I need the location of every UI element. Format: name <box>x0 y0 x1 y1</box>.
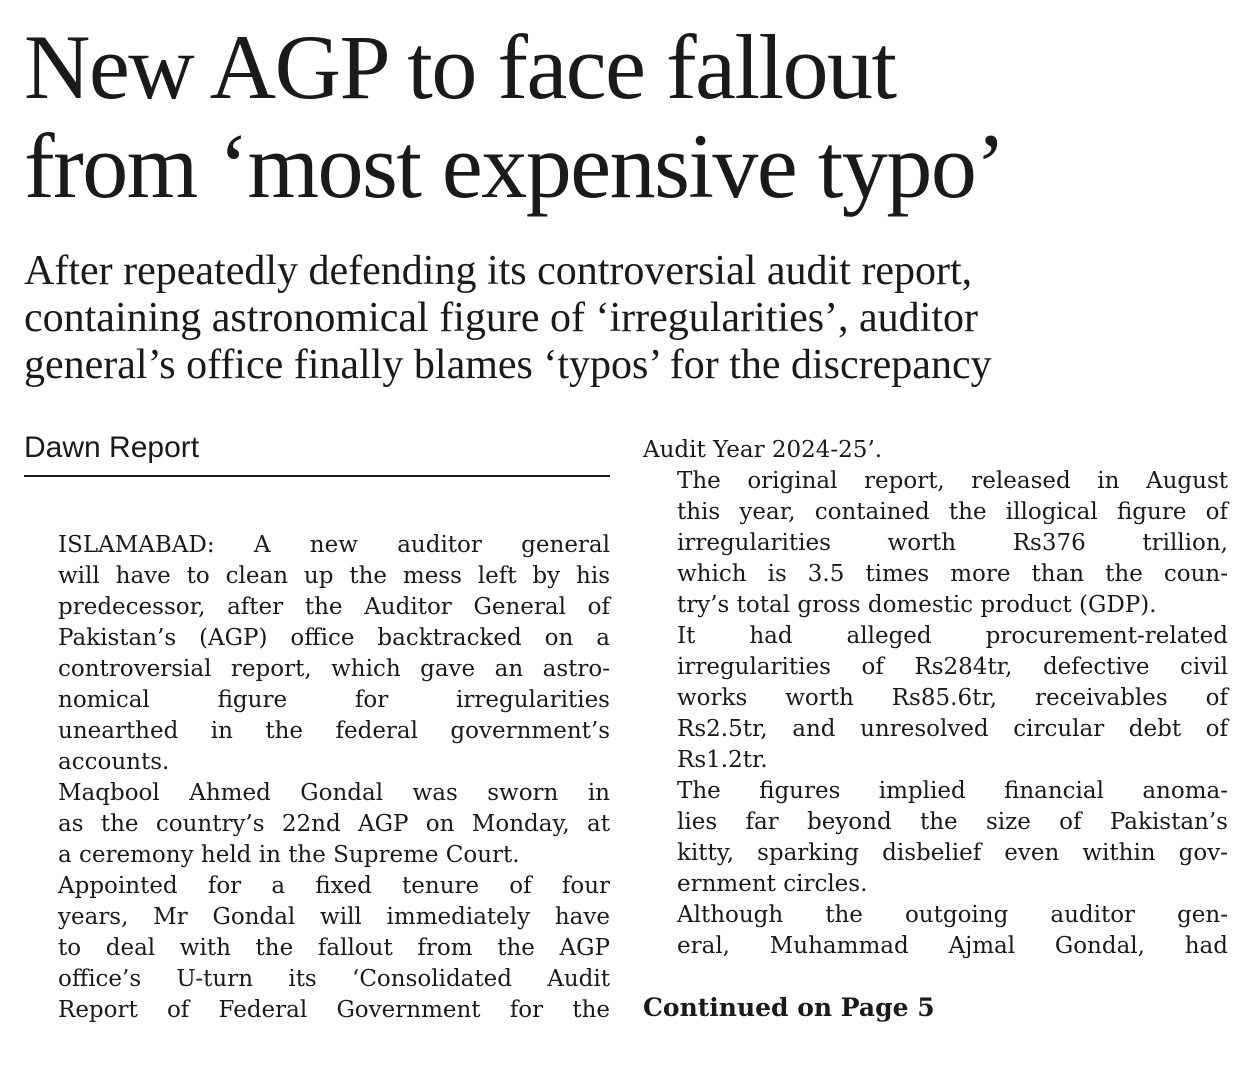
text-line: Rs1.2tr. <box>677 747 768 773</box>
paragraph-right-4 <box>643 776 1228 900</box>
text-line: eral, Muhammad Ajmal Gondal, had <box>677 933 1228 959</box>
text-line: try’s total gross domestic product (GDP). <box>677 592 1157 618</box>
text-line: ISLAMABAD: A new auditor general <box>58 532 610 558</box>
text-line: accounts. <box>58 749 170 775</box>
text-line: Although the outgoing auditor gen- <box>677 902 1228 928</box>
text-line: irregularities of Rs284tr, defective civil <box>677 654 1228 680</box>
text-line: ernment circles. <box>677 871 868 897</box>
byline: Dawn Report <box>24 431 200 464</box>
headline-line-1: New AGP to face fallout <box>24 16 896 118</box>
paragraph-right-5 <box>643 900 1228 962</box>
paragraph-left-2 <box>24 778 610 871</box>
subheadline-line-1: After repeatedly defending its controversial audit report, <box>24 248 973 294</box>
text-line: The original report, released in August <box>677 468 1228 494</box>
continued-link[interactable]: Continued on Page 5 <box>643 993 935 1022</box>
text-line: which is 3.5 times more than the coun- <box>677 561 1228 587</box>
text-line: lies far beyond the size of Pakistan’s <box>677 809 1228 835</box>
text-line: will have to clean up the mess left by his <box>58 563 610 589</box>
text-line: Report of Federal Government for the <box>58 997 610 1023</box>
paragraph-right-1 <box>643 435 1228 466</box>
text-line: Audit Year 2024-25’. <box>643 437 883 463</box>
text-line: a ceremony held in the Supreme Court. <box>58 842 520 868</box>
paragraph-left-1 <box>24 530 610 778</box>
text-line: office’s U-turn its ‘Consolidated Audit <box>58 966 610 992</box>
subheadline <box>24 248 1234 389</box>
article-column-right <box>643 435 1228 962</box>
text-line: predecessor, after the Auditor General of <box>58 594 610 620</box>
text-line: this year, contained the illogical figure of <box>677 499 1228 525</box>
text-line: nomical figure for irregularities <box>58 687 610 713</box>
text-line: Rs2.5tr, and unresolved circular debt of <box>677 716 1228 742</box>
text-line: kitty, sparking disbelief even within gov- <box>677 840 1228 866</box>
text-line: as the country’s 22nd AGP on Monday, at <box>58 811 610 837</box>
text-line: Pakistan’s (AGP) office backtracked on a <box>58 625 610 651</box>
text-line: years, Mr Gondal will immediately have <box>58 904 610 930</box>
article-column-left <box>24 530 610 1026</box>
paragraph-right-2 <box>643 466 1228 621</box>
text-line: irregularities worth Rs376 trillion, <box>677 530 1228 556</box>
text-line: Appointed for a fixed tenure of four <box>58 873 610 899</box>
headline <box>24 18 1234 216</box>
text-line: controversial report, which gave an astro- <box>58 656 610 682</box>
text-line: unearthed in the federal government’s <box>58 718 610 744</box>
paragraph-right-3 <box>643 621 1228 776</box>
subheadline-line-2: containing astronomical figure of ‘irregularities’, auditor <box>24 295 979 341</box>
text-line: The figures implied financial anoma- <box>677 778 1228 804</box>
byline-divider <box>24 475 610 477</box>
text-line: works worth Rs85.6tr, receivables of <box>677 685 1228 711</box>
text-line: Maqbool Ahmed Gondal was sworn in <box>58 780 610 806</box>
text-line: to deal with the fallout from the AGP <box>58 935 610 961</box>
headline-line-2: from ‘most expensive typo’ <box>24 115 1005 217</box>
paragraph-left-3 <box>24 871 610 1026</box>
text-line: It had alleged procurement-related <box>677 623 1228 649</box>
subheadline-line-3: general’s office finally blames ‘typos’ for the discrepancy <box>24 342 992 388</box>
